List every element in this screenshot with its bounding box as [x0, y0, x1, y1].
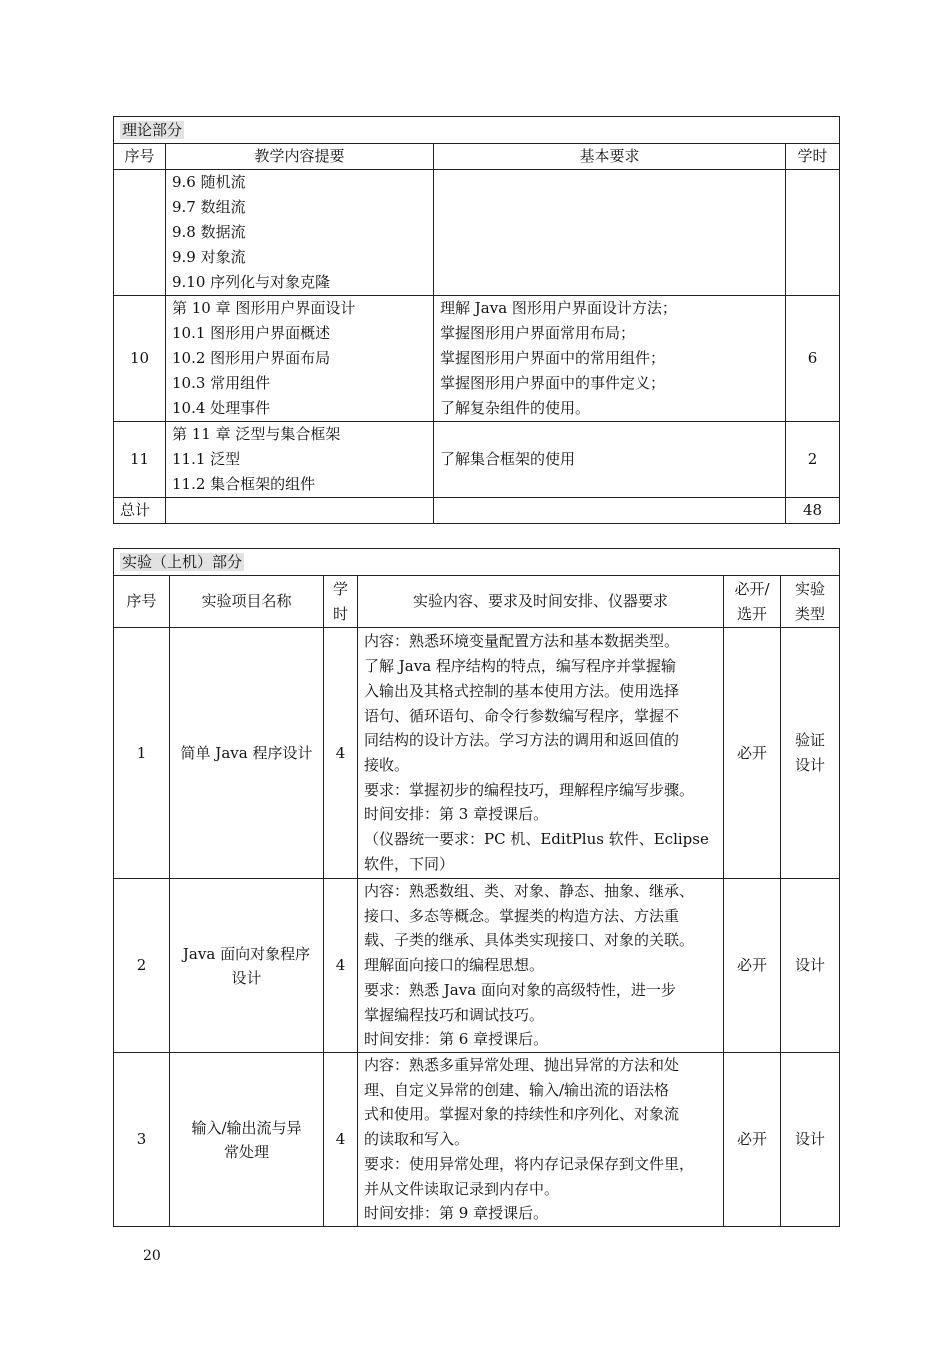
row-content: 内容：熟悉数组、类、对象、静态、抽象、继承、 接口、多态等概念。掌握类的构造方法、方法重 载、子类的继承、具体类实现接口、对象的关联。 理解面向接口的编程思想。 要求：熟悉 Java 面向对象的高级特性，进一步 掌握编程技巧和调试技巧。 时间安排：第 6 章授课后。 — [358, 879, 724, 1053]
theory-table — [113, 116, 840, 524]
row-type: 设计 — [781, 1053, 840, 1227]
header-no: 序号 — [114, 576, 170, 628]
row-hours: 2 — [786, 422, 840, 498]
row-no: 10 — [114, 296, 166, 422]
row-content: 9.6 随机流 9.7 数组流 9.8 数据流 9.9 对象流 9.10 序列化与对象克隆 — [166, 170, 434, 296]
row-hours: 6 — [786, 296, 840, 422]
header-type: 实验类型 — [781, 576, 840, 628]
total-label: 总计 — [114, 498, 166, 524]
row-no: 3 — [114, 1053, 170, 1227]
row-name: Java 面向对象程序设计 — [170, 879, 324, 1053]
lab-table — [113, 548, 840, 1227]
row-hours: 4 — [324, 628, 358, 879]
header-hours: 学时 — [324, 576, 358, 628]
table-row — [114, 170, 840, 296]
row-name: 简单 Java 程序设计 — [170, 628, 324, 879]
row-content: 内容：熟悉环境变量配置方法和基本数据类型。 了解 Java 程序结构的特点，编写程序并掌握输 入输出及其格式控制的基本使用方法。使用选择 语句、循环语句、命令行参数编写程序，掌握不 同结构的设计方法。学习方法的调用和返回值的 接收。 要求：掌握初步的编程技巧，理解程序编写步骤。 时间安排：第 3 章授课后。 （仪器统一要求：PC 机、EditPlus 软件、Eclipse 软件，下同） — [358, 628, 724, 879]
table-row — [114, 879, 840, 1053]
lab-section-title: 实验（上机）部分 — [114, 549, 840, 576]
row-name: 输入/输出流与异常处理 — [170, 1053, 324, 1227]
row-required: 必开 — [724, 879, 781, 1053]
table-row — [114, 296, 840, 422]
theory-section-title: 理论部分 — [114, 117, 840, 144]
row-content: 第 11 章 泛型与集合框架 11.1 泛型 11.2 集合框架的组件 — [166, 422, 434, 498]
total-row — [114, 498, 840, 524]
table-row — [114, 1053, 840, 1227]
row-no: 11 — [114, 422, 166, 498]
row-content: 内容：熟悉多重异常处理、抛出异常的方法和处 理、自定义异常的创建、输入/输出流的语法格 式和使用。掌握对象的持续性和序列化、对象流 的读取和写入。 要求：使用异常处理，将内存记录保存到文件里， 并从文件读取记录到内存中。 时间安排：第 9 章授课后。 — [358, 1053, 724, 1227]
row-required: 必开 — [724, 628, 781, 879]
row-requirements: 理解 Java 图形用户界面设计方法； 掌握图形用户界面常用布局； 掌握图形用户界面中的常用组件； 掌握图形用户界面中的事件定义； 了解复杂组件的使用。 — [434, 296, 786, 422]
header-content: 教学内容提要 — [166, 144, 434, 170]
row-no: 2 — [114, 879, 170, 1053]
page-number: 20 — [143, 1248, 161, 1264]
header-no: 序号 — [114, 144, 166, 170]
table-row — [114, 422, 840, 498]
row-requirements: 了解集合框架的使用 — [434, 422, 786, 498]
row-requirements — [434, 170, 786, 296]
header-content: 实验内容、要求及时间安排、仪器要求 — [358, 576, 724, 628]
total-hours: 48 — [786, 498, 840, 524]
table-row — [114, 628, 840, 879]
row-content: 第 10 章 图形用户界面设计 10.1 图形用户界面概述 10.2 图形用户界面布局 10.3 常用组件 10.4 处理事件 — [166, 296, 434, 422]
header-requirements: 基本要求 — [434, 144, 786, 170]
row-no — [114, 170, 166, 296]
row-no: 1 — [114, 628, 170, 879]
header-hours: 学时 — [786, 144, 840, 170]
row-hours: 4 — [324, 1053, 358, 1227]
header-required: 必开/选开 — [724, 576, 781, 628]
row-hours — [786, 170, 840, 296]
row-required: 必开 — [724, 1053, 781, 1227]
row-type: 验证设计 — [781, 628, 840, 879]
header-name: 实验项目名称 — [170, 576, 324, 628]
row-type: 设计 — [781, 879, 840, 1053]
row-hours: 4 — [324, 879, 358, 1053]
